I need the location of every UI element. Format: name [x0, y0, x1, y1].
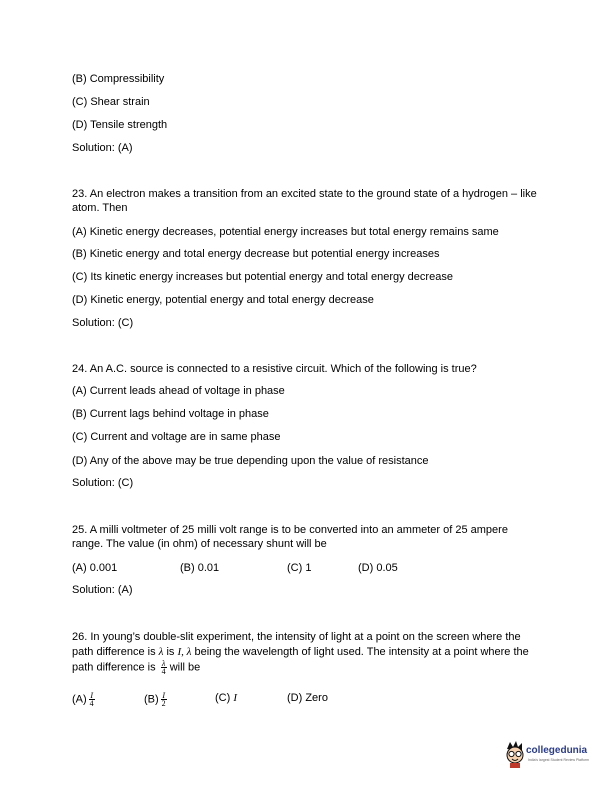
q26-text-part: will be: [166, 661, 201, 674]
q23-solution: Solution: (C): [72, 317, 134, 329]
q23-option-a: (A) Kinetic energy decreases, potential energy increases but total energy remains same: [72, 226, 499, 238]
option-d: (D) Tensile strength: [72, 119, 168, 131]
collegedunia-logo: [504, 736, 600, 778]
intensity-symbol: I: [233, 692, 238, 704]
question-26: [72, 630, 542, 675]
fraction-denominator: 4: [161, 667, 166, 676]
q25-option-b: (B) 0.01: [180, 562, 220, 574]
q24-option-c: (C) Current and voltage are in same phase: [72, 431, 281, 443]
q26-text-part: is: [163, 646, 178, 658]
q26-option-a: [72, 692, 95, 707]
q24-option-b: (B) Current lags behind voltage in phase: [72, 408, 269, 420]
q26-text-part: 26. In young’s double-slit experiment, the intensity of light at a point on the screen where the path difference is: [72, 631, 521, 658]
question-23: 23. An electron makes a transition from an excited state to the ground state of a hydrogen – like atom. Then: [72, 188, 537, 214]
q26-text-part: being the wavelength of light used. The intensity at a point where the path difference is: [72, 646, 529, 674]
q26-option-d: (D) Zero: [287, 692, 328, 704]
q26-option-b: [144, 692, 167, 707]
q23-option-b: (B) Kinetic energy and total energy decrease but potential energy increases: [72, 248, 440, 260]
q24-option-d: (D) Any of the above may be true depending upon the value of resistance: [72, 455, 429, 467]
fraction: [89, 692, 95, 707]
option-label: (B): [144, 693, 159, 706]
q26-option-c: [215, 692, 237, 705]
fraction-denominator: 4: [89, 699, 94, 708]
fraction-numerator: λ: [161, 659, 166, 668]
option-label: (C): [215, 692, 231, 704]
q24-solution: Solution: (C): [72, 477, 134, 489]
q25-solution: Solution: (A): [72, 584, 133, 596]
intensity-symbol: I, λ: [177, 646, 192, 658]
solution: Solution: (A): [72, 142, 133, 154]
q24-option-a: (A) Current leads ahead of voltage in phase: [72, 385, 285, 397]
q23-option-c: (C) Its kinetic energy increases but potential energy and total energy decrease: [72, 271, 453, 283]
fraction-numerator: I: [90, 691, 93, 700]
option-b: (B) Compressibility: [72, 73, 165, 85]
q25-option-c: (C) 1: [287, 562, 312, 574]
q25-option-a: (A) 0.001: [72, 562, 118, 574]
option-label: (A): [72, 693, 87, 706]
mascot-icon: [504, 740, 526, 768]
question-25: 25. A milli voltmeter of 25 milli volt range is to be converted into an ammeter of 25 ampere range. The value (in ohm) of necessary shunt will be: [72, 524, 508, 550]
logo-tagline: India's largest Student Review Platform: [528, 758, 589, 762]
fraction-denominator: 2: [161, 699, 166, 708]
logo-wordmark: collegedunia: [526, 745, 588, 756]
question-24: 24. An A.C. source is connected to a resistive circuit. Which of the following is true?: [72, 363, 477, 375]
fraction-numerator: I: [162, 691, 165, 700]
fraction: [161, 692, 167, 707]
option-c: (C) Shear strain: [72, 96, 150, 108]
q23-option-d: (D) Kinetic energy, potential energy and total energy decrease: [72, 294, 374, 306]
lambda-symbol: λ: [158, 646, 164, 658]
q25-option-d: (D) 0.05: [358, 562, 398, 574]
